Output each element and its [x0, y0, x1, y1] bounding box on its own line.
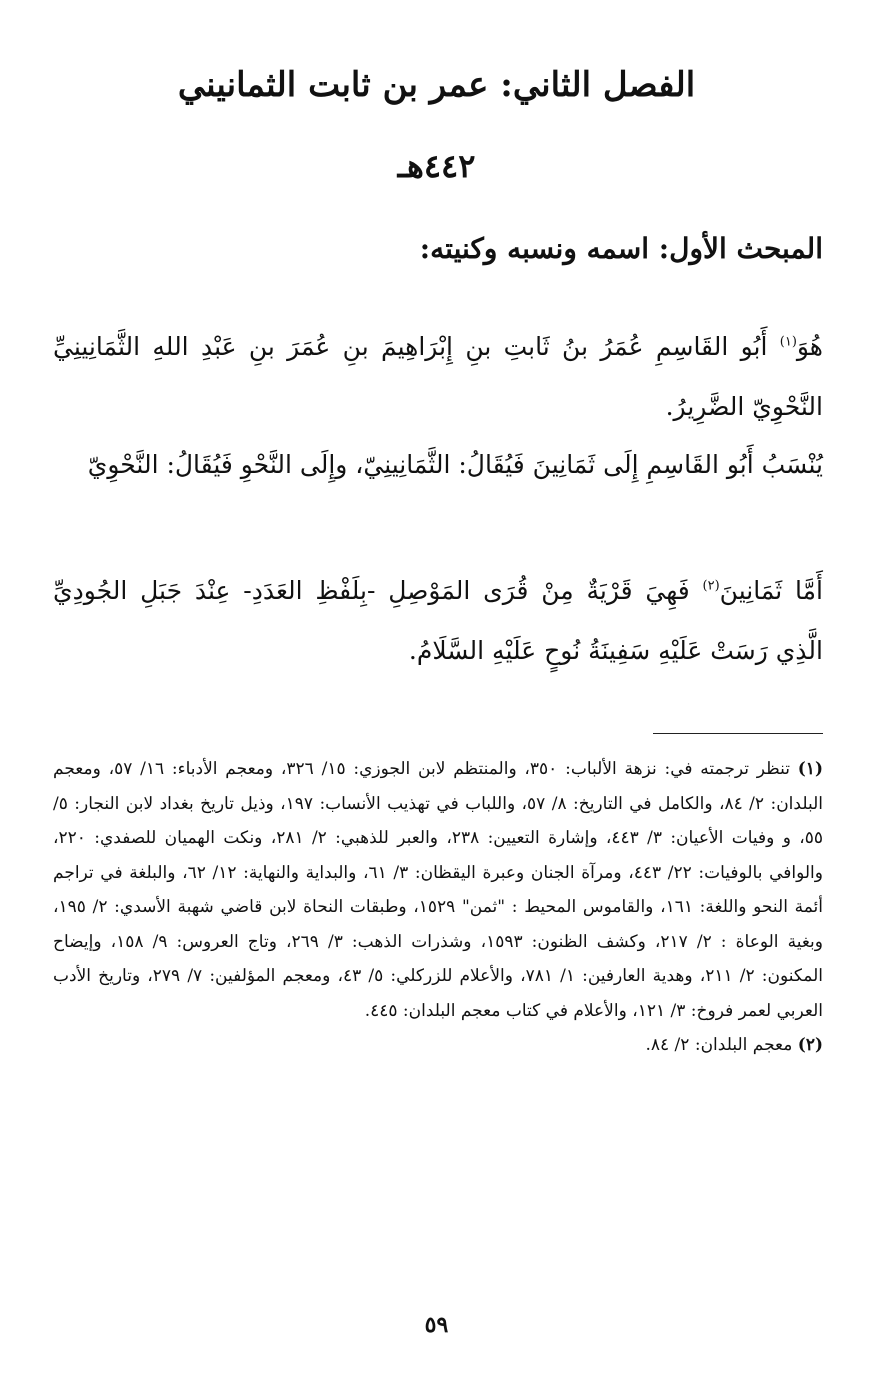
footnote: [53, 752, 823, 1028]
paragraph-lead: هُوَ: [796, 332, 823, 361]
body-paragraph: [53, 561, 823, 681]
body-paragraph: [53, 317, 823, 437]
footnote-reference: (٢): [702, 578, 720, 594]
body-paragraph: [53, 435, 823, 495]
footnote-number: (٢): [797, 1035, 823, 1055]
footnote-divider: [653, 733, 823, 734]
section-heading: المبحث الأول: اسمه ونسبه وكنيته:: [419, 232, 823, 265]
paragraph-lead: أَمَّا ثَمَانِينَ: [719, 576, 823, 605]
page-number: ٥٩: [424, 1312, 449, 1338]
paragraph-text: أَبُو القَاسِمِ عُمَرُ بنُ ثَابتِ بنِ إِبْرَاهِيمَ بنِ عُمَرَ بنِ عَبْدِ اللهِ الثَّمَانِينِيِّ النَّحْوِيّ الضَّرِيرُ.: [53, 332, 823, 421]
footnotes: [53, 752, 823, 1063]
paragraph-text: فَهِيَ قَرْيَةٌ مِنْ قُرَى المَوْصِلِ -بِلَفْظِ العَدَدِ- عِنْدَ جَبَلِ الجُودِيِّ الَّذِي رَسَتْ عَلَيْهِ سَفِينَةُ نُوحٍ عَلَيْهِ السَّلَامُ.: [53, 576, 823, 665]
footnote-text: تنظر ترجمته في: نزهة الألباب: ٣٥٠، والمنتظم لابن الجوزي: ١٥/ ٣٢٦، ومعجم الأدباء: ١٦/ ٥٧، ومعجم البلدان: ٢/ ٨٤، والكامل في التاريخ: ٨/ ٥٧، واللباب في تهذيب الأنساب: ١٩٧، وذيل تاريخ بغداد لابن النجار: ٥/ ٥٥، و وفيات الأعيان: ٣/ ٤٤٣، وإشارة التعيين: ٢٣٨، والعبر للذهبي: ٢/ ٢٨١، ونكت الهميان للصفدي: ٢٢٠، والوافي بالوفيات: ٢٢/ ٤٤٣، ومرآة الجنان وعبرة اليقظان: ٣/ ٦١، والبداية والنهاية: ١٢/ ٦٢، والبلغة في تراجم أئمة النحو واللغة: ١٦١، والقاموس المحيط : "ثمن" ١٥٢٩، وطبقات النحاة لابن قاضي شهبة الأسدي: ٢/ ١٩٥، وبغية الوعاة : ٢/ ٢١٧، وكشف الظنون: ١٥٩٣، وشذرات الذهب: ٣/ ٢٦٩، وتاج العروس: ٩/ ١٥٨، وإيضاح المكنون: ٢/ ٢١١، وهدية العارفين: ١/ ٧٨١، والأعلام للزركلي: ٥/ ٤٣، ومعجم المؤلفين: ٧/ ٢٧٩، وتاريخ الأدب العربي لعمر فروخ: ٣/ ١٢١، والأعلام في كتاب معجم البلدان: ٤٤٥.: [53, 759, 823, 1021]
paragraph-text: يُنْسَبُ أَبُو القَاسِمِ إِلَى ثَمَانِينَ فَيُقَالُ: الثَّمَانِينِيّ، وإِلَى النَّحْوِ فَيُقَالُ: النَّحْوِيّ: [87, 450, 823, 479]
death-year: ٤٤٢هـ: [397, 147, 476, 185]
footnote: [53, 1028, 823, 1063]
footnote-text: معجم البلدان: ٢/ ٨٤.: [645, 1035, 793, 1055]
chapter-title: الفصل الثاني: عمر بن ثابت الثمانيني: [177, 65, 696, 105]
footnote-reference: (١): [779, 334, 797, 350]
footnote-number: (١): [797, 759, 823, 779]
